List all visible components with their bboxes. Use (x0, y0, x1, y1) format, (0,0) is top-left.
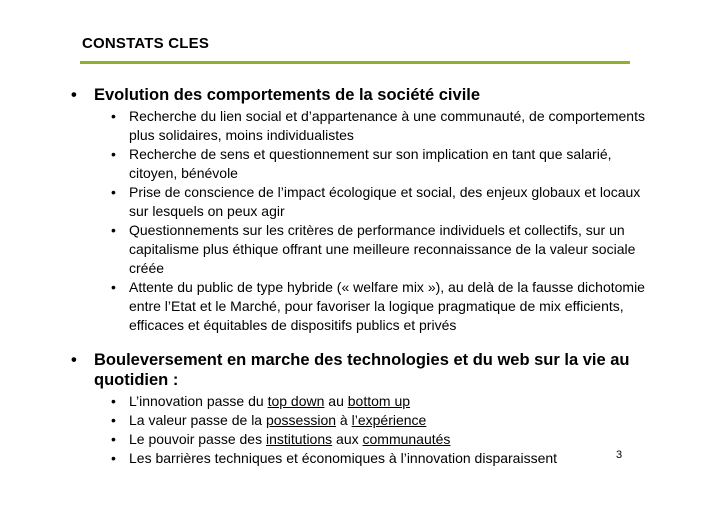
bullet-icon: • (71, 86, 77, 104)
list-item (71, 392, 651, 411)
list-item-text: au (324, 393, 348, 409)
list-item (71, 430, 651, 449)
bullet-icon: • (111, 412, 116, 428)
bullet-icon: • (111, 279, 116, 295)
list-item-text: La valeur passe de la (129, 412, 266, 428)
list-item-text: Recherche du lien social et d’appartenance à une communauté, de comportements plus solidaires, moins individualistes (129, 108, 645, 143)
list-item-text: Prise de conscience de l’impact écologique et social, des enjeux globaux et locaux sur lesquels on peux agir (129, 184, 641, 219)
underlined-term: l’expérience (351, 412, 427, 428)
section-heading (71, 85, 651, 105)
section-heading-text: Evolution des comportements de la société civile (94, 86, 481, 104)
sub-bullet-list (71, 107, 651, 335)
list-item (71, 278, 651, 335)
list-item-text: L’innovation passe du (129, 393, 268, 409)
bullet-icon: • (111, 450, 116, 466)
underlined-term: possession (265, 412, 337, 428)
list-item-text: Attente du public de type hybride (« welfare mix »), au delà de la fausse dichotomie entre l’Etat et le Marché, pour favoriser la logique pragmatique de mix efficients, efficaces et équitables de dispositifs publics et privés (129, 279, 645, 333)
list-item (71, 449, 651, 468)
section-heading (71, 350, 651, 390)
list-item-text: Les barrières techniques et économiques à l’innovation disparaissent (129, 450, 558, 466)
list-item (71, 411, 651, 430)
title-divider (80, 61, 630, 64)
list-item-text: Questionnements sur les critères de performance individuels et collectifs, sur un capitalisme plus éthique offrant une meilleure reconnaissance de la valeur sociale créée (129, 222, 636, 276)
underlined-term: bottom up (347, 393, 411, 409)
list-item (71, 183, 651, 221)
list-item (71, 107, 651, 145)
bullet-icon: • (111, 431, 116, 447)
sub-bullet-list (71, 392, 651, 468)
section-heading-text: Bouleversement en marche des technologies et du web sur la vie au quotidien : (94, 351, 630, 389)
section-societal-behaviour (71, 85, 651, 335)
underlined-term: institutions (265, 431, 333, 447)
list-item-text: Recherche de sens et questionnement sur son implication en tant que salarié, citoyen, bénévole (129, 146, 612, 181)
underlined-term: communautés (362, 431, 451, 447)
slide-title: CONSTATS CLES (82, 35, 210, 52)
bullet-icon: • (111, 393, 116, 409)
bullet-icon: • (111, 108, 116, 124)
list-item-text: Le pouvoir passe des (129, 431, 266, 447)
bullet-icon: • (71, 351, 77, 369)
bullet-icon: • (111, 184, 116, 200)
section-technology-shift (71, 350, 651, 468)
bullet-icon: • (111, 146, 116, 162)
bullet-icon: • (111, 222, 116, 238)
page-number: 3 (616, 449, 623, 461)
underlined-term: top down (267, 393, 325, 409)
list-item-text: à (336, 412, 352, 428)
list-item-text: aux (332, 431, 363, 447)
list-item (71, 145, 651, 183)
list-item (71, 221, 651, 278)
